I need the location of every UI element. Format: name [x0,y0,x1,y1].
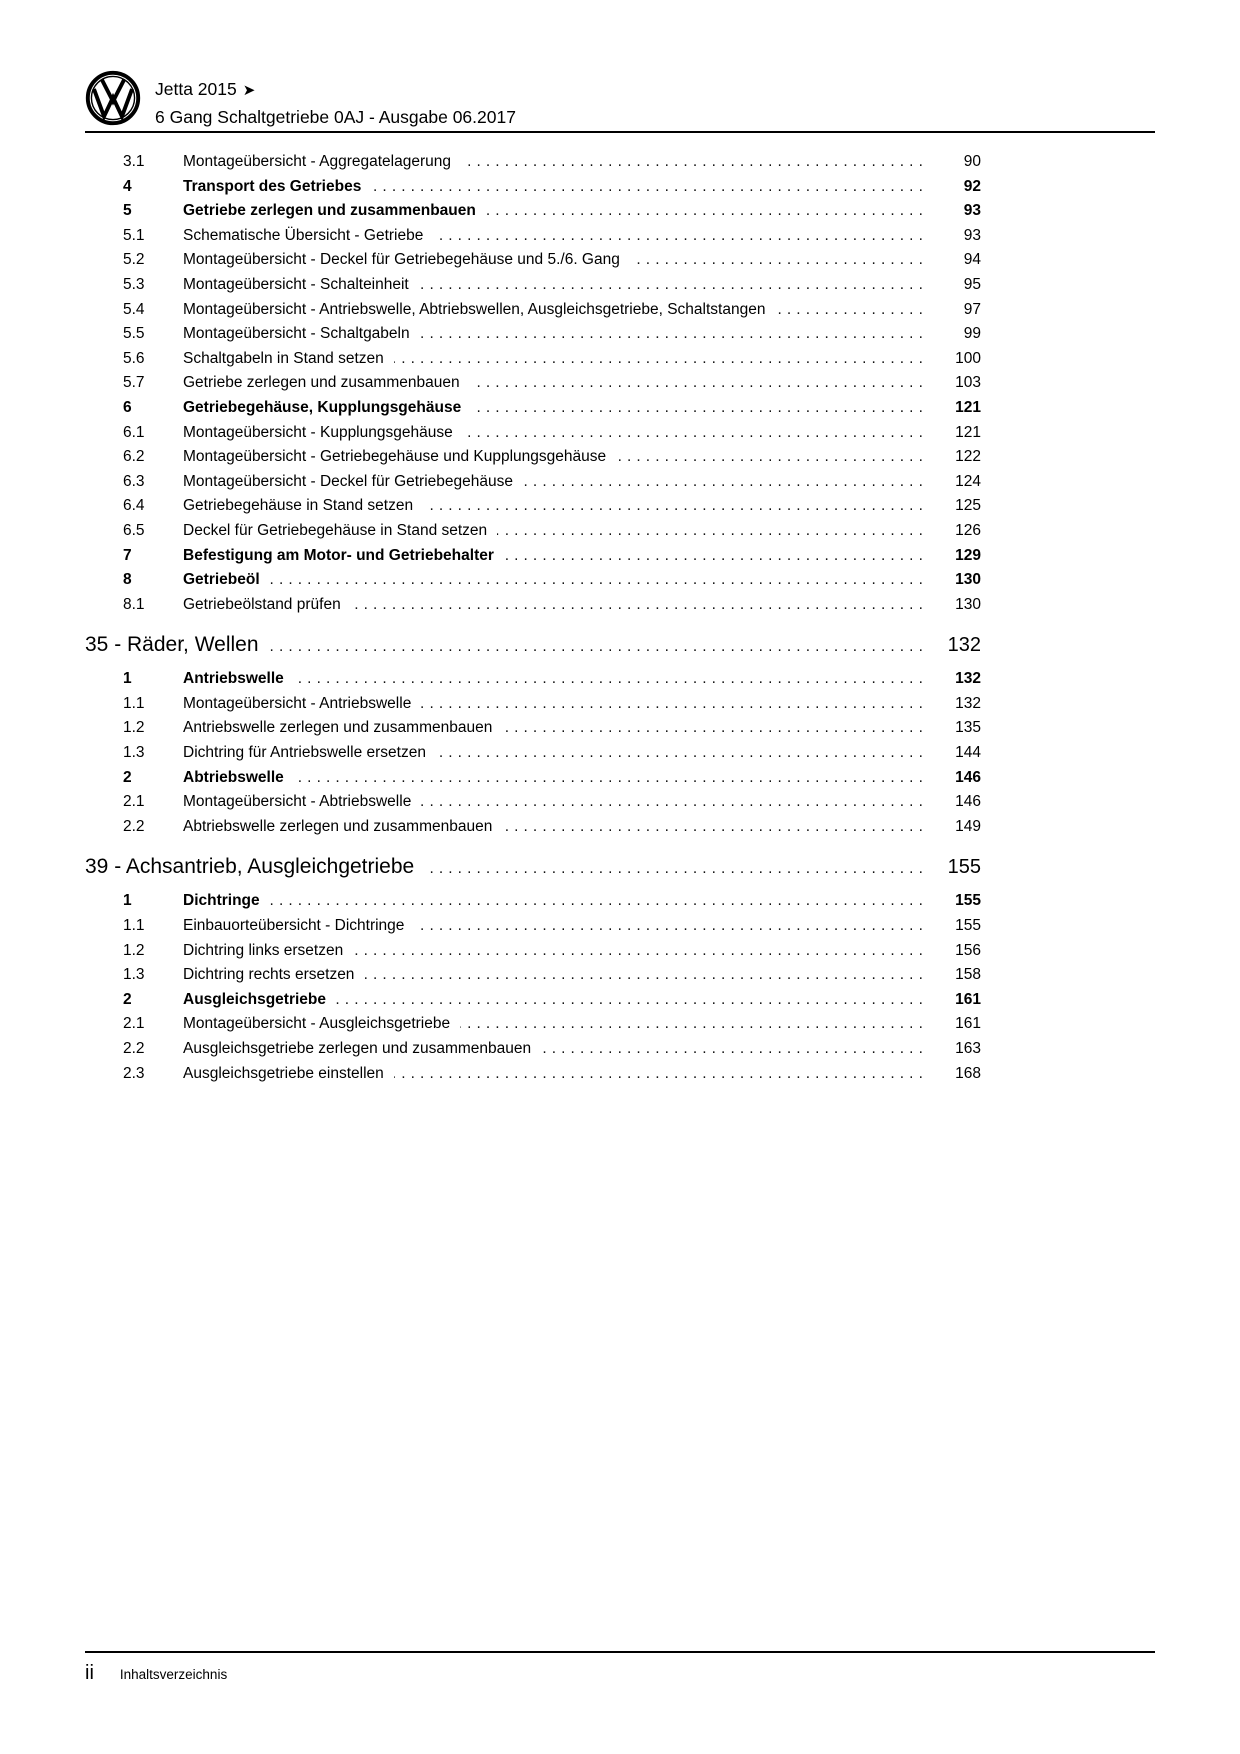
toc-entry-page: 161 [955,990,981,1008]
toc-entry [85,692,981,717]
toc-entry-page: 124 [955,472,981,490]
toc-entry-title: Dichtring rechts ersetzen [183,966,355,984]
toc-entry-page: 97 [963,300,981,318]
toc-entry-page: 100 [955,349,981,367]
toc-entry-number: 1.1 [123,694,145,712]
toc-entry-page: 121 [955,398,981,416]
toc-entry-title: Abtriebswelle zerlegen und zusammenbauen [183,817,493,835]
toc-entry-title: Getriebegehäuse in Stand setzen [183,497,414,515]
toc-entry-number: 8 [123,571,132,589]
toc-entry-title: Getriebegehäuse, Kupplungsgehäuse [183,398,462,416]
dot-leader [353,939,928,964]
toc-entry-page: 90 [963,153,981,170]
dot-leader [470,371,928,396]
dot-leader [394,347,928,372]
toc-entry-number: 5.7 [123,374,145,392]
toc [85,150,981,1086]
chapter-label: 39 - Achsantrieb, Ausgleichgetriebe [85,855,415,879]
toc-entry-title: Montageübersicht - Antriebswelle [183,694,412,712]
toc-entry-page: 161 [955,1015,981,1033]
toc-entry-number: 6.5 [123,521,145,539]
dot-leader [351,593,928,618]
toc-entry-title: Montageübersicht - Ausgleichsgetriebe [183,1015,451,1033]
dot-leader [630,248,928,273]
toc-entry [85,716,981,741]
footer-label: Inhaltsverzeichnis [119,1667,228,1682]
toc-entry-page: 94 [963,251,981,269]
toc-entry-number: 1.3 [123,744,145,762]
toc-entry-page: 132 [955,670,981,688]
toc-entry [85,766,981,791]
toc-entry-number: 4 [123,177,132,195]
dot-leader [541,1037,928,1062]
toc-entry-number: 2.2 [123,1040,145,1057]
toc-entry-title: Ausgleichsgetriebe einstellen [183,1064,384,1082]
toc-entry-page: 146 [955,793,981,811]
dot-leader [436,741,928,766]
toc-entry-page: 93 [963,226,981,244]
dot-leader [616,445,928,470]
toc-entry-number: 6.1 [123,423,145,441]
dot-leader [423,494,928,519]
toc-entry-title: Deckel für Getriebegehäuse in Stand setzen [183,521,488,539]
toc-entry [85,371,981,396]
toc-entry [85,1062,981,1087]
dot-leader [421,790,928,815]
toc-entry-title: Montageübersicht - Getriebegehäuse und Kupplungsgehäuse [183,448,607,466]
toc-entry [85,396,981,421]
toc-entry-number: 2.3 [123,1064,145,1082]
toc-entry-page: 135 [955,719,981,737]
footer-divider [85,1651,1155,1653]
toc-entry-number: 1 [123,670,132,688]
toc-entry [85,963,981,988]
toc-entry-title: Montageübersicht - Antriebswelle, Abtriebswellen, Ausgleichsgetriebe, Schaltstangen [183,300,766,318]
toc-entry-title: Montageübersicht - Deckel für Getriebegehäuse [183,472,513,490]
toc-entry [85,939,981,964]
toc-entry-title: Schematische Übersicht - Getriebe [183,226,424,244]
toc-entry-number: 5.4 [123,300,145,318]
toc-entry-number: 1.2 [123,941,145,959]
toc-entry-page: 122 [955,448,981,466]
toc-entry-number: 6.3 [123,472,145,490]
toc-entry [85,544,981,569]
toc-entry [85,347,981,372]
toc-entry-page: 158 [955,966,981,984]
dot-leader [486,199,928,224]
dot-leader [461,150,928,175]
dot-leader [424,852,928,884]
toc-entry-page: 126 [955,521,981,539]
toc-entry [85,741,981,766]
toc-entry [85,1037,981,1062]
toc-entry-title: Ausgleichsgetriebe [183,990,326,1008]
dot-leader [433,224,928,249]
toc-entry [85,914,981,939]
toc-entry-title: Montageübersicht - Schaltgabeln [183,325,410,343]
toc-entry [85,988,981,1013]
header-text [155,70,1155,130]
toc-entry-page: 163 [955,1040,981,1057]
toc-entry-number: 5.1 [123,226,145,244]
toc-entry [85,298,981,323]
toc-entry-number: 3.1 [123,153,145,170]
dot-leader [523,470,928,495]
toc-entry-number: 6.2 [123,448,145,466]
toc-entry-title: Antriebswelle [183,670,284,688]
toc-entry [85,421,981,446]
toc-entry-page: 149 [955,817,981,835]
toc-entry [85,322,981,347]
header-divider [85,131,1155,133]
dot-leader [364,963,928,988]
dot-leader [502,815,928,840]
toc-entry-title: Montageübersicht - Schalteinheit [183,275,409,293]
toc-entry [85,175,981,200]
dot-leader [775,298,928,323]
toc-entry-title: Transport des Getriebes [183,177,362,195]
toc-entry [85,519,981,544]
toc-entry-page: 129 [955,546,981,564]
toc-entry-page: 99 [963,325,981,343]
arrow-right-icon: ➤ [242,82,256,99]
dot-leader [336,988,928,1013]
toc-entry-page: 125 [955,497,981,515]
toc-entry-title: Einbauorteübersicht - Dichtringe [183,917,405,935]
toc-entry-page: 168 [955,1064,981,1082]
toc-entry-title: Abtriebswelle [183,768,284,786]
dot-leader [414,914,928,939]
toc-entry-title: Dichtringe [183,892,260,910]
footer-page-number: ii [85,1662,94,1684]
toc-entry-title: Dichtring links ersetzen [183,941,344,959]
toc-entry-page: 103 [955,374,981,392]
toc-entry [85,1012,981,1037]
toc-entry-title: Dichtring für Antriebswelle ersetzen [183,744,426,762]
toc-entry [85,273,981,298]
header-model: Jetta 2015 [155,79,237,99]
toc-entry-page: 130 [955,571,981,589]
chapter-page: 155 [947,856,981,879]
toc-entry-title: Montageübersicht - Deckel für Getriebegehäuse und 5./6. Gang [183,251,620,269]
toc-entry-title: Montageübersicht - Aggregatelagerung [183,153,451,170]
toc-entry [85,568,981,593]
toc-entry-number: 2 [123,768,132,786]
toc-entry-number: 2 [123,990,132,1008]
toc-entry-page: 92 [963,177,981,195]
dot-leader [419,273,928,298]
dot-leader [294,667,928,692]
toc-entry [85,150,981,175]
toc-entry-title: Getriebeölstand prüfen [183,595,341,613]
toc-entry-number: 1.3 [123,966,145,984]
toc-entry-title: Antriebswelle zerlegen und zusammenbauen [183,719,493,737]
dot-leader [471,396,928,421]
dot-leader [460,1012,928,1037]
toc-entry-page: 130 [955,595,981,613]
toc-entry [85,593,981,618]
toc-entry-number: 2.2 [123,817,145,835]
dot-leader [504,544,928,569]
toc-entry [85,248,981,273]
toc-entry-number: 1.1 [123,917,145,935]
toc-entry-number: 2.1 [123,1015,145,1033]
toc-entry-number: 8.1 [123,595,145,613]
dot-leader [502,716,928,741]
toc-entry-title: Getriebe zerlegen und zusammenbauen [183,202,476,220]
toc-entry-page: 155 [955,892,981,910]
vw-logo-icon [85,70,141,126]
toc-entry-title: Montageübersicht - Kupplungsgehäuse [183,423,453,441]
dot-leader [270,889,928,914]
toc-entry-number: 5.3 [123,275,145,293]
dot-leader [270,568,928,593]
dot-leader [394,1062,928,1087]
chapter-label: 35 - Räder, Wellen [85,633,259,657]
toc-entry [85,494,981,519]
dot-leader [463,421,928,446]
toc-entry-number: 1 [123,892,132,910]
toc-entry-title: Schaltgabeln in Stand setzen [183,349,384,367]
toc-entry-page: 95 [963,275,981,293]
toc-entry-title: Getriebe zerlegen und zusammenbauen [183,374,460,392]
toc-entry-title: Befestigung am Motor- und Getriebehalter [183,546,494,564]
toc-entry-number: 2.1 [123,793,145,811]
toc-chapter-heading [85,630,981,662]
dot-leader [420,322,928,347]
toc-entry-page: 121 [955,423,981,441]
dot-leader [421,692,928,717]
toc-entry [85,790,981,815]
header-model-line [155,76,1155,104]
dot-leader [269,630,928,662]
toc-entry [85,470,981,495]
toc-entry-page: 146 [955,768,981,786]
toc-entry [85,889,981,914]
toc-entry-number: 5.6 [123,349,145,367]
toc-entry [85,667,981,692]
toc-entry-number: 6.4 [123,497,145,515]
toc-entry-number: 5 [123,202,132,220]
toc-entry-title: Montageübersicht - Abtriebswelle [183,793,412,811]
toc-entry-page: 144 [955,744,981,762]
toc-chapter-heading [85,852,981,884]
dot-leader [497,519,928,544]
toc-entry-title: Getriebeöl [183,571,260,589]
toc-entry-number: 1.2 [123,719,145,737]
toc-entry-number: 5.5 [123,325,145,343]
page-header [85,70,1155,130]
toc-entry-number: 7 [123,546,132,564]
toc-entry-number: 6 [123,398,132,416]
dot-leader [294,766,928,791]
chapter-page: 132 [947,634,981,657]
toc-entry-page: 156 [955,941,981,959]
toc-entry-number: 5.2 [123,251,145,269]
header-subtitle: 6 Gang Schaltgetriebe 0AJ - Ausgabe 06.2017 [155,107,516,127]
toc-entry [85,815,981,840]
dot-leader [371,175,928,200]
toc-entry [85,224,981,249]
toc-entry [85,445,981,470]
toc-entry [85,199,981,224]
page-footer [85,1662,227,1685]
toc-entry-page: 93 [963,202,981,220]
toc-entry-title: Ausgleichsgetriebe zerlegen und zusammenbauen [183,1040,532,1057]
toc-entry-page: 155 [955,917,981,935]
toc-entry-page: 132 [955,694,981,712]
